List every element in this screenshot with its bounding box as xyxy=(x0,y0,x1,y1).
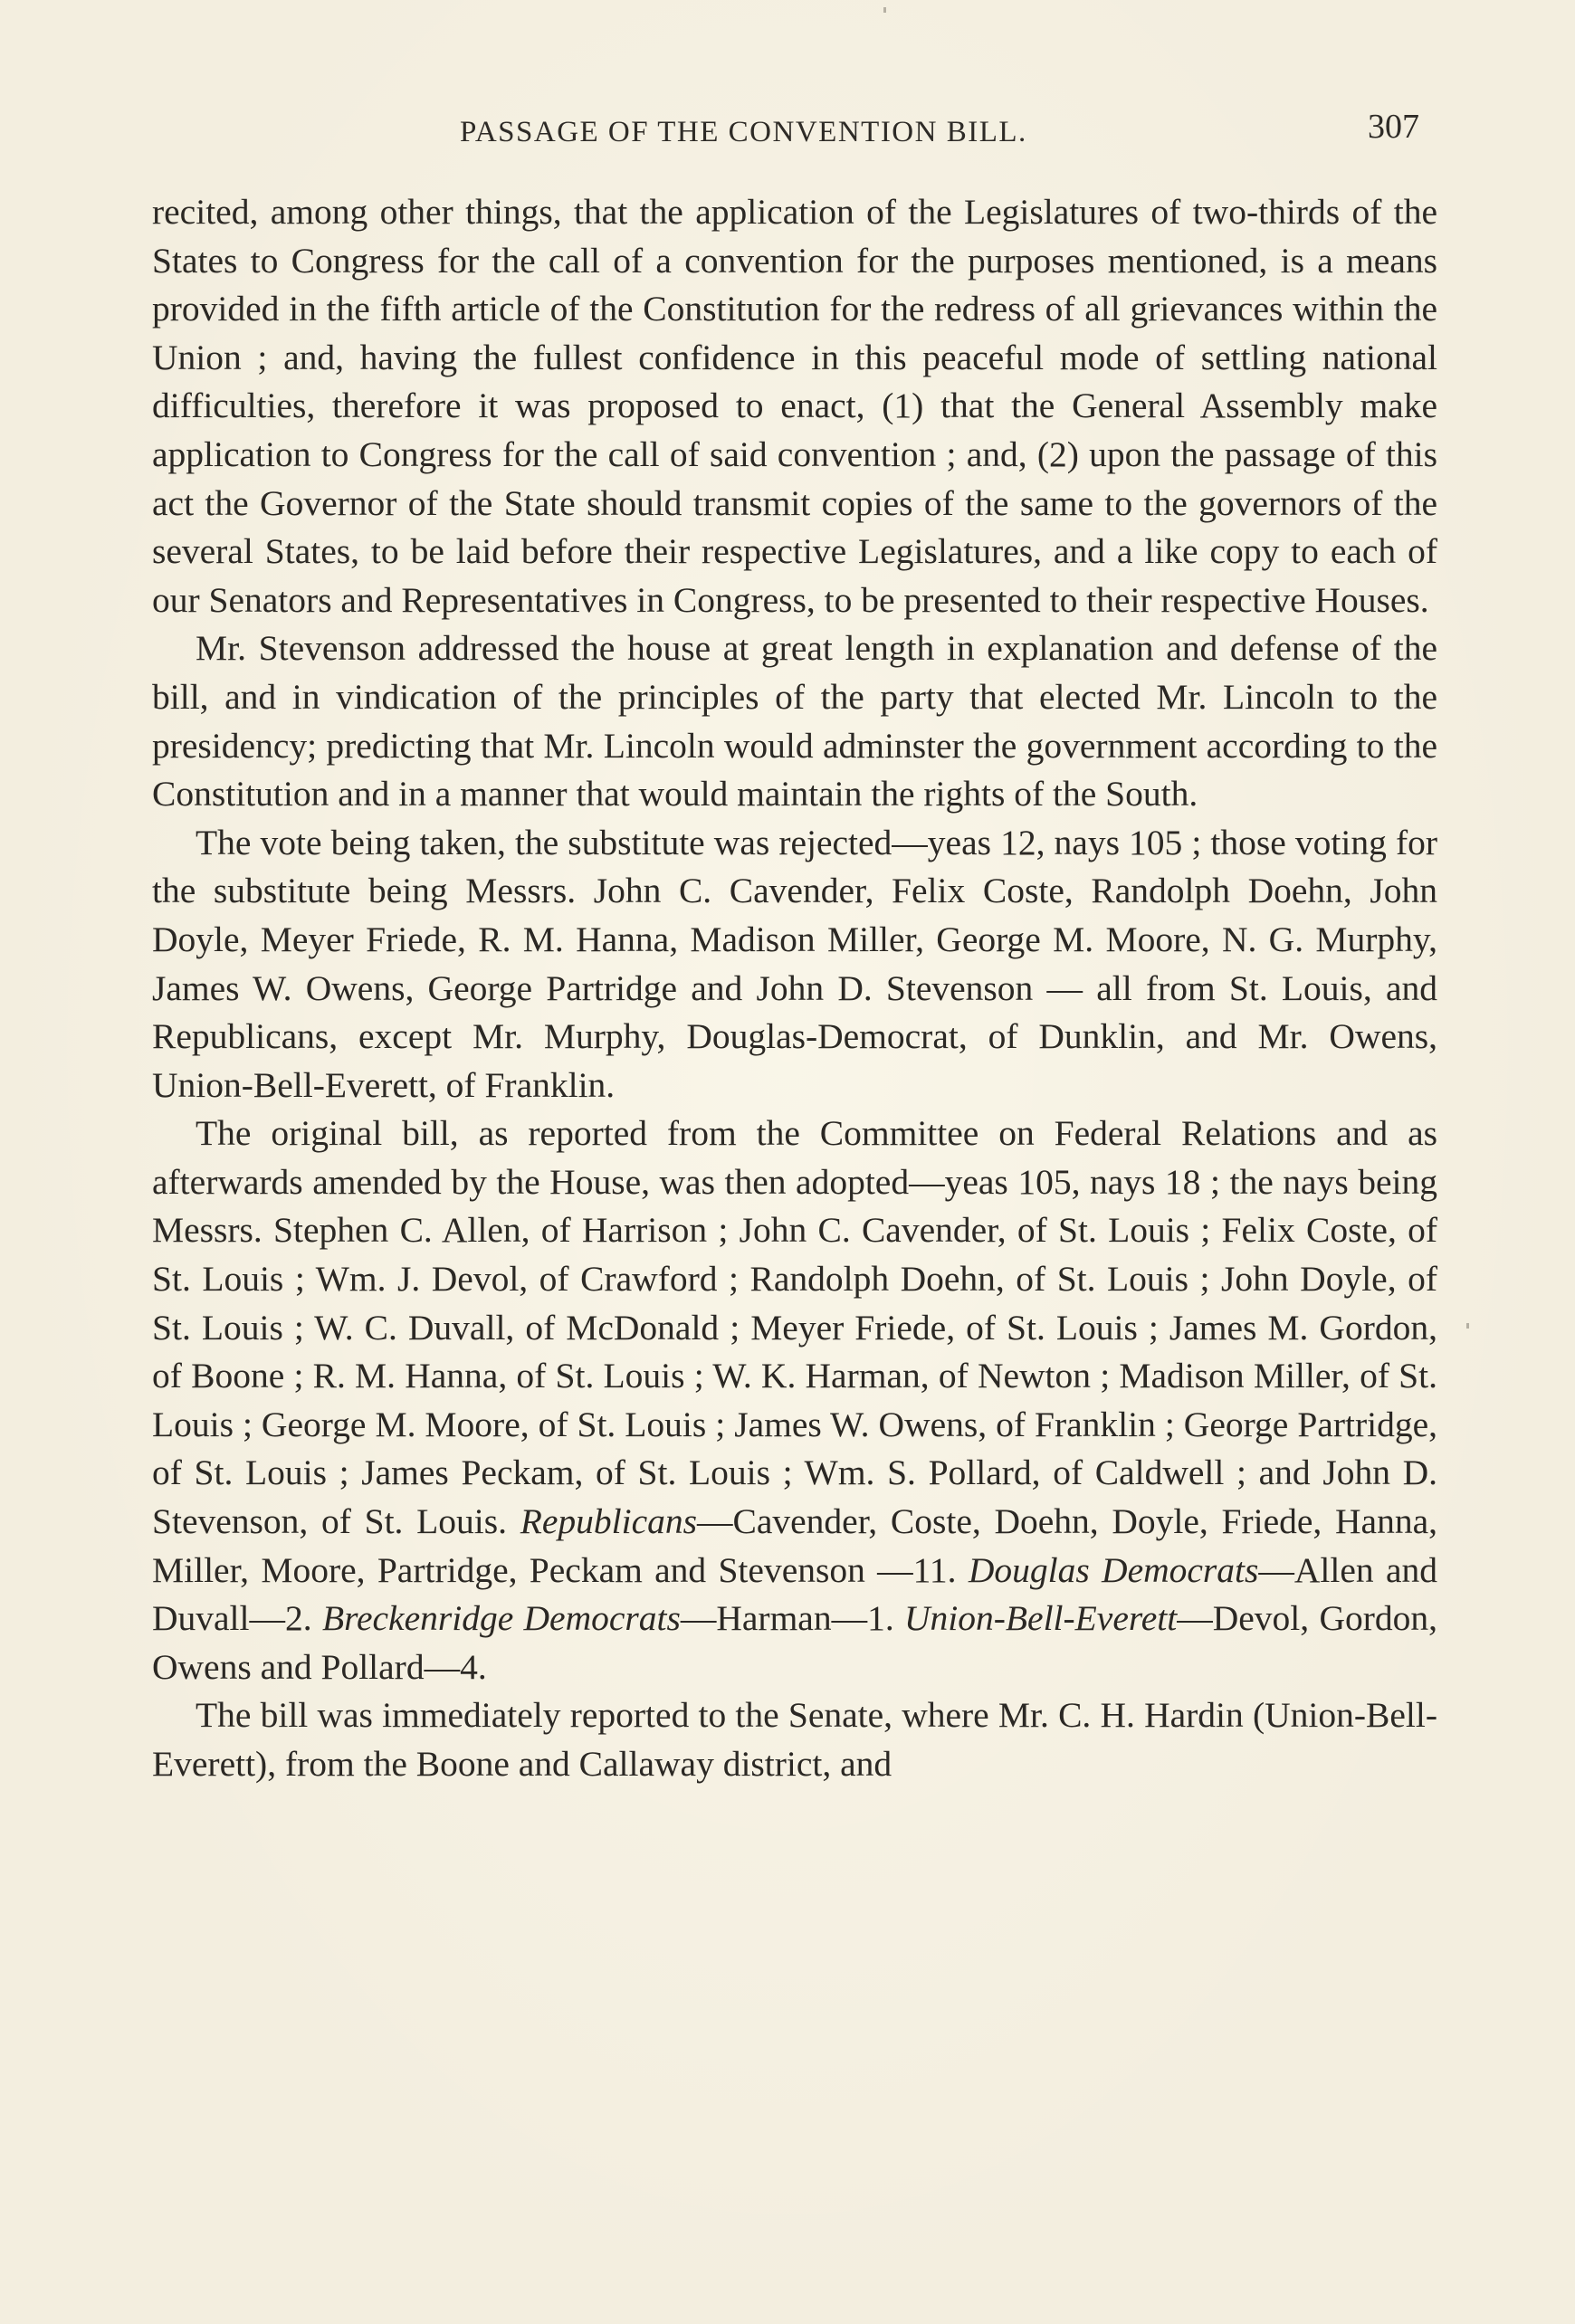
paragraph-senate-report: The bill was immediately reported to the Senate, where Mr. C. H. Hardin (Union-Bell-Everett), from the Boone and Callaway district, and xyxy=(152,1695,1437,1784)
print-speck xyxy=(1466,1323,1469,1329)
running-title: PASSAGE OF THE CONVENTION BILL. xyxy=(460,116,1027,148)
paragraph-stevenson-address: Mr. Stevenson addressed the house at great length in explanation and defense of the bill, and in vindication of the principles of the party that elected Mr. Lincoln to the presidency; predicting that Mr. Lincoln would adminster the government according to the Constitution and in a manner that would maintain the rights of the South. xyxy=(152,628,1437,814)
party-label-douglas-democrats: Douglas Democrats xyxy=(968,1549,1259,1590)
party-label-republicans: Republicans xyxy=(520,1501,698,1542)
print-speck xyxy=(883,7,886,13)
vote-text-e: —Devol, Gordon, Owens and Pollard—4. xyxy=(152,1598,1438,1687)
body-text xyxy=(152,188,1437,1789)
paragraph-substitute-vote: The vote being taken, the substitute was rejected—yeas 12, nays 105 ; those voting for the substitute being Messrs. John C. Cavender, Felix Coste, Randolph Doehn, John Doyle, Meyer Friede, R. M. Hanna, Madison Miller, George M. Moore, N. G. Murphy, James W. Owens, George Partridge and John D. Stevenson — all from St. Louis, and Republicans, except Mr. Murphy, Douglas-Democrat, of Dunklin, and Mr. Owens, Union-Bell-Everett, of Franklin. xyxy=(152,822,1437,1105)
vote-text-d: —Harman—1. xyxy=(680,1598,904,1639)
vote-text-c: —Allen and Duvall—2. xyxy=(152,1549,1437,1639)
paragraph-continued: recited, among other things, that the application of the Legislatures of two-thirds of the States to Congress for the call of a convention for the purposes mentioned, is a means provided in the fifth article of the Constitution for the redress of all grievances within the Union ; and, having the fullest confidence in this peaceful mode of settling national difficulties, therefore it was proposed to enact, (1) that the General Assembly make application to Congress for the call of said convention ; and, (2) upon the passage of this act the Governor of the State should transmit copies of the same to the governors of the several States, to be laid before their respective Legislatures, and a like copy to each of our Senators and Representatives in Congress, to be presented to their respective Houses. xyxy=(152,192,1437,620)
vote-text-b: —Cavender, Coste, Doehn, Doyle, Friede, Hanna, Miller, Moore, Partridge, Peckam and Stevenson —11. xyxy=(152,1501,1437,1590)
party-label-breckenridge-democrats: Breckenridge Democrats xyxy=(321,1598,681,1639)
vote-text-a: The original bill, as reported from the Committee on Federal Relations and as afterwards amended by the House, was then adopted—yeas 105, nays 18 ; the nays being Messrs. Stephen C. Allen, of Harrison ; John C. Cavender, of St. Louis ; Felix Coste, of St. Louis ; Wm. J. Devol, of Crawford ; Randolph Doehn, of St. Louis ; John Doyle, of St. Louis ; W. C. Duvall, of McDonald ; Meyer Friede, of St. Louis ; James M. Gordon, of Boone ; R. M. Hanna, of St. Louis ; W. K. Harman, of Newton ; Madison Miller, of St. Louis ; George M. Moore, of St. Louis ; James W. Owens, of Franklin ; George Partridge, of St. Louis ; James Peckam, of St. Louis ; Wm. S. Pollard, of Caldwell ; and John D. Stevenson, of St. Louis. xyxy=(152,1113,1437,1542)
paragraph-original-bill-vote xyxy=(152,1110,1437,1691)
party-label-union-bell-everett: Union-Bell-Everett xyxy=(904,1598,1178,1639)
page-number: 307 xyxy=(1368,108,1419,146)
page-header xyxy=(152,107,1437,161)
